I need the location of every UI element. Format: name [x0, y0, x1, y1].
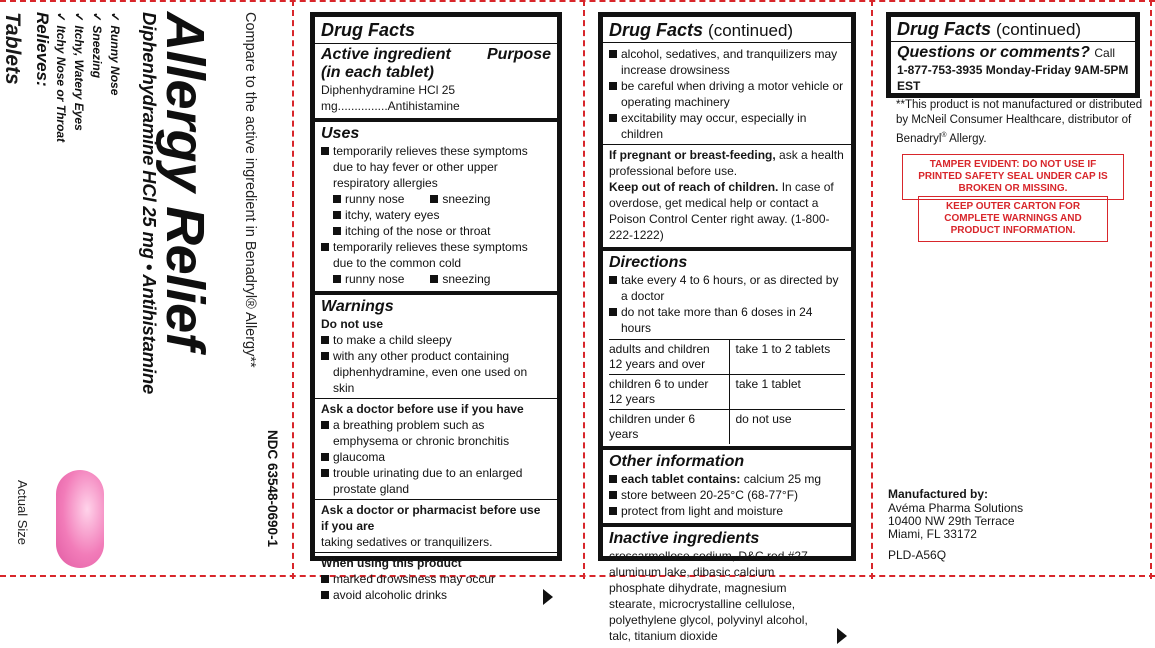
directions-heading: Directions	[609, 254, 688, 271]
divider	[315, 552, 557, 553]
drug-facts-title: Drug Facts	[897, 19, 992, 39]
divider	[315, 43, 557, 44]
keep-out-of-reach: Keep out of reach of children. In case of overdose, get medical help or contact a Poison Control Center right away. (1-800-222-1222)	[609, 180, 834, 242]
fold-line-1	[292, 0, 294, 579]
symptom-item: ✓ Itchy Nose or Throat	[52, 12, 70, 282]
uses-sub-bullet: itchy, watery eyes	[333, 207, 551, 223]
manufacturer-address-1: 10400 NW 29th Terrace	[888, 514, 1015, 528]
warning-bullet: be careful when driving a motor vehicle or operating machinery	[609, 78, 845, 110]
manufacturer-address-2: Miami, FL 33172	[888, 527, 977, 541]
warnings-heading: Warnings	[321, 298, 394, 315]
warning-bullet: marked drowsiness may occur	[321, 571, 551, 587]
fold-line-4	[1150, 0, 1152, 579]
active-ingredient-heading-2: (in each tablet)	[321, 64, 434, 81]
warning-bullet: alcohol, sedatives, and tranquilizers may increase drowsiness	[609, 46, 845, 78]
uses-bullet: temporarily relieves these symptoms due to the common cold	[321, 239, 551, 271]
active-ingredient-heading: Active ingredient	[321, 46, 451, 63]
fold-line-2	[583, 0, 585, 579]
drug-facts-title: Drug Facts	[609, 20, 704, 40]
table-row: children 6 to under 12 years take 1 tablet	[609, 375, 845, 410]
divider	[603, 144, 851, 145]
continue-arrow-icon	[543, 589, 553, 605]
warnings-section	[315, 295, 557, 607]
other-info-bullet: protect from light and moisture	[609, 503, 845, 519]
warning-bullet: with any other product containing diphenhydramine, even one used on skin	[321, 348, 551, 396]
drug-facts-panel-3	[886, 12, 1140, 98]
uses-section	[315, 122, 557, 295]
product-code: PLD-A56Q	[888, 548, 947, 562]
fold-line-3	[871, 0, 873, 579]
purpose-heading: Purpose	[486, 46, 551, 63]
table-row: children under 6 years do not use	[609, 410, 845, 445]
warnings-continued-section	[603, 17, 851, 251]
divider	[315, 398, 557, 399]
other-information-section	[603, 450, 851, 527]
ask-pharmacist-text: taking sedatives or tranquilizers.	[321, 535, 493, 549]
continued-label: (continued)	[996, 20, 1082, 39]
actual-size-label: Actual Size	[15, 480, 30, 546]
questions-heading: Questions or comments?	[897, 44, 1090, 61]
ask-doctor-heading: Ask a doctor before use if you have	[321, 402, 524, 416]
other-info-bullet: each tablet contains: calcium 25 mg	[609, 471, 845, 487]
disclaimer-text: **This product is not manufactured or distributed by McNeil Consumer Healthcare, distributor of Benadryl® Allergy.	[896, 99, 1143, 145]
inactive-ingredients-section	[603, 527, 851, 648]
uses-sub-bullet: runny nose	[333, 271, 404, 287]
directions-section	[603, 251, 851, 450]
symptom-item: ✓ Sneezing	[88, 12, 106, 282]
continue-arrow-icon	[837, 628, 847, 644]
compare-statement: Compare to the active ingredient in Benadryl® Allergy**	[242, 12, 258, 368]
drug-facts-panel-1	[310, 12, 562, 602]
active-ingredient-line: Diphenhydramine HCl 25 mg...............Antihistamine	[321, 83, 460, 113]
symptom-item: ✓ Itchy, Watery Eyes	[70, 12, 88, 282]
uses-sub-bullet: sneezing	[430, 271, 490, 287]
ndc-number: NDC 63548-0690-1	[265, 430, 280, 548]
other-info-bullet: store between 20-25°C (68-77°F)	[609, 487, 845, 503]
product-title: Allergy Relief	[155, 12, 215, 351]
relieves-label: Relieves:	[33, 12, 52, 87]
keep-carton-notice: KEEP OUTER CARTON FOR COMPLETE WARNINGS AND PRODUCT INFORMATION.	[918, 196, 1108, 242]
uses-heading: Uses	[321, 125, 360, 142]
manufactured-by-label: Manufactured by:	[888, 487, 989, 501]
product-subtitle: Diphenhydramine HCl 25 mg • Antihistamine	[139, 12, 160, 395]
questions-phone: 1-877-753-3935 Monday-Friday 9AM-5PM EST	[897, 63, 1129, 93]
symptom-item: ✓ Runny Nose	[106, 12, 124, 282]
warning-bullet: avoid alcoholic drinks	[321, 587, 551, 603]
table-row: adults and children 12 years and over take 1 to 2 tablets	[609, 340, 845, 375]
warning-bullet: a breathing problem such as emphysema or chronic bronchitis	[321, 417, 551, 449]
direction-bullet: do not take more than 6 doses in 24 hours	[609, 304, 845, 336]
inactive-text: croscarmellose sodium, D&C red #27 aluminum lake, dibasic calcium phosphate dihydrate, magnesium stearate, microcrystalline cellulose, polyethylene glycol, polyvinyl alcohol, talc, titanium dioxide	[609, 549, 808, 643]
pregnancy-warning: If pregnant or breast-feeding, ask a health professional before use.	[609, 148, 844, 178]
dosage-table	[609, 339, 845, 444]
warning-bullet: to make a child sleepy	[321, 332, 551, 348]
ask-pharmacist-heading: Ask a doctor or pharmacist before use if you are	[321, 503, 541, 533]
warning-bullet: trouble urinating due to an enlarged prostate gland	[321, 465, 551, 497]
drug-facts-panel-2	[598, 12, 856, 643]
do-not-use-heading: Do not use	[321, 317, 383, 331]
continued-label: (continued)	[708, 21, 794, 40]
manufacturer-block	[888, 486, 1138, 563]
uses-bullet: temporarily relieves these symptoms due to hay fever or other upper respiratory allergies	[321, 143, 551, 191]
questions-call: Call	[1094, 46, 1116, 60]
inactive-heading: Inactive ingredients	[609, 530, 760, 547]
uses-sub-bullet: sneezing	[430, 191, 490, 207]
uses-sub-bullet: runny nose	[333, 191, 404, 207]
divider	[603, 42, 851, 43]
pill-image	[56, 470, 104, 568]
when-using-heading: When using this product	[321, 556, 462, 570]
active-ingredient-section	[315, 17, 557, 122]
divider	[891, 41, 1135, 42]
divider	[315, 499, 557, 500]
other-info-heading: Other information	[609, 453, 745, 470]
warning-bullet: glaucoma	[321, 449, 551, 465]
tablets-label: Tablets	[1, 12, 24, 85]
manufacturer-name: Avéma Pharma Solutions	[888, 501, 1024, 515]
tamper-evident-notice: TAMPER EVIDENT: DO NOT USE IF PRINTED SAFETY SEAL UNDER CAP IS BROKEN OR MISSING.	[902, 154, 1124, 200]
front-panel	[0, 0, 290, 579]
direction-bullet: take every 4 to 6 hours, or as directed by a doctor	[609, 272, 845, 304]
drug-facts-title: Drug Facts	[321, 20, 416, 40]
symptom-list	[52, 12, 124, 282]
uses-sub-bullet: itching of the nose or throat	[333, 223, 551, 239]
warning-bullet: excitability may occur, especially in children	[609, 110, 845, 142]
